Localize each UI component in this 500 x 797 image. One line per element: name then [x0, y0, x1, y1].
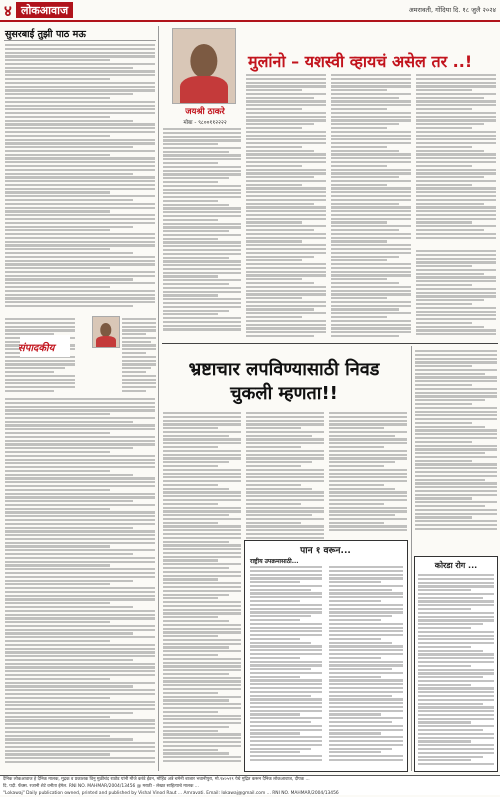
main-headline: मुलांनो – यशस्वी व्हायचं असेल तर ..!: [248, 52, 473, 71]
editorial-label: संपादकीय: [18, 343, 55, 354]
imprint-line-3: "Lokawaj" Daily publication owned, printed and published by Vishal Vinod Raut ... Amravati. Email: lokawaj@gmail.com ... RNI NO. MAHMAR/2004/13456: [3, 791, 339, 796]
main-article-col1: [163, 128, 241, 338]
column-rule-right: [411, 346, 412, 771]
left-column-text: [5, 44, 155, 314]
continued-box-text2: [329, 566, 403, 766]
left-column-text-d: [5, 398, 155, 770]
dateline: अमरावती, गोंदिया दि. १८ जुलै २०२४: [408, 6, 496, 14]
column-rule: [158, 26, 159, 771]
continued-box-title: पान १ वरून...: [300, 546, 351, 556]
main-article-col2: [246, 74, 326, 338]
continued-box-subtitle: राष्ट्रीय उपक्रमासाठी...: [250, 558, 299, 565]
lower-article-col1: [163, 412, 241, 770]
right-box-text: [418, 574, 494, 768]
main-article-col4: [416, 74, 496, 244]
main-article-col4b: [416, 250, 496, 338]
left-column-text-c: [122, 318, 156, 394]
right-box-title: कोरडा रोग ...: [434, 561, 478, 570]
lower-article-col3: [329, 412, 407, 536]
section-divider: [162, 343, 498, 344]
columnist-photo: [172, 28, 236, 104]
main-article-col3: [331, 74, 411, 338]
continued-box-text1: [250, 566, 322, 766]
imprint-footer: [0, 775, 500, 795]
imprint-line-2: दि. पदी. फॅक्स. रजानी शेटे वनीता ईमेल. RNI NO. MAHMAR/2004/13456 @ मराठी - लेखत साहित्याचे मालक ...: [3, 784, 199, 789]
columnist-photo-small: [92, 316, 120, 348]
center-headline: भ्रष्टाचार लपविण्यासाठी निवड चुकली म्हणता!!: [188, 359, 380, 404]
left-column-heading: सुसरबाई तुझी पाठ मऊ: [5, 29, 86, 40]
page-number: ४: [4, 2, 12, 20]
right-column-text: [415, 350, 497, 536]
columnist-phone: मोबा - ९८००११२२२२: [183, 120, 227, 126]
newspaper-logo: लोकआवाज: [16, 2, 73, 18]
imprint-line-1: दैनिक लोकआवाज हे दैनिक मालक, मुद्रक व प्रकाशक विनु मुळीचंद राठोड यांनी मौजे करंडे ईडन, मोहिंड अत्रे चमेनी बाजार भवानीपुरा, मो.९४०५१९ येथे मुद्रित करून दैनिक लोकआवाज, दीपक ...: [3, 777, 310, 782]
columnist-name: जयश्री ठाकरे: [185, 107, 225, 117]
divider: [4, 40, 156, 41]
